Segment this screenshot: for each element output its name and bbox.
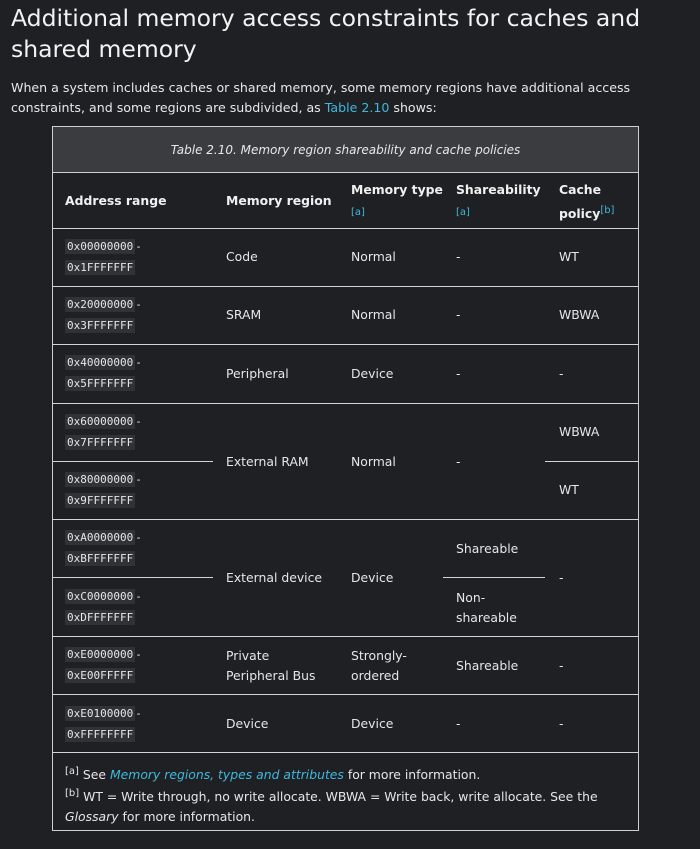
cache-policy-cell: WT: [559, 482, 579, 497]
address-range: 0xC0000000 - 0xDFFFFFFF: [67, 590, 142, 624]
header-policy-label: policy: [559, 206, 601, 222]
address-end: 0xDFFFFFFF: [67, 611, 134, 624]
memory-type-line-1: Strongly-: [351, 648, 407, 663]
memory-region-cell: Device: [226, 716, 269, 731]
memory-regions-link[interactable]: Memory regions, types and attributes: [109, 767, 344, 783]
footnote-mark-b: [b]: [65, 788, 80, 799]
address-start: 0xE0100000: [67, 707, 134, 720]
footnote-a: [65, 762, 625, 785]
memory-type-cell: [351, 646, 407, 685]
cache-policy-cell: -: [559, 658, 564, 673]
divider: [53, 461, 213, 462]
header-memory-region: Memory region: [226, 193, 332, 208]
memory-region-cell: Peripheral: [226, 366, 289, 381]
header-cache-policy: [559, 179, 614, 224]
address-start: 0x40000000: [67, 356, 134, 369]
divider: [53, 694, 638, 695]
cache-policy-cell: WT: [559, 249, 579, 264]
address-range: 0x80000000 - 0x9FFFFFFF: [67, 473, 142, 507]
memory-region-cell: Code: [226, 249, 258, 264]
cache-policy-cell: -: [559, 366, 564, 381]
divider: [53, 519, 638, 520]
address-end: 0xE00FFFFF: [67, 669, 134, 682]
address-range: 0xE0100000 - 0xFFFFFFFF: [67, 707, 142, 741]
address-end: 0x1FFFFFFF: [67, 261, 134, 274]
divider: [53, 403, 638, 404]
memory-type-cell: Device: [351, 570, 394, 585]
address-end: 0x3FFFFFFF: [67, 319, 134, 332]
shareability-cell: -: [456, 454, 461, 469]
memory-region-cell: [226, 646, 315, 685]
memory-region-table: [52, 126, 639, 831]
footnote-mark-a: [a]: [65, 766, 79, 777]
glossary-term: Glossary: [65, 809, 119, 825]
divider: [53, 286, 638, 287]
page: [0, 0, 700, 117]
address-end: 0x7FFFFFFF: [67, 436, 134, 449]
header-memory-type-label: Memory type: [351, 182, 443, 197]
shareability-line-1: Non-: [456, 590, 486, 605]
address-end: 0x5FFFFFFF: [67, 377, 134, 390]
page-title: Additional memory access constraints for caches and shared memory: [11, 4, 641, 63]
footnote-ref-b[interactable]: [b]: [600, 205, 615, 216]
table-link[interactable]: Table 2.10: [324, 99, 390, 115]
shareability-cell: -: [456, 249, 461, 264]
address-range: 0x00000000 - 0x1FFFFFFF: [67, 240, 142, 274]
intro-paragraph: [11, 78, 691, 117]
memory-type-cell: Normal: [351, 307, 396, 322]
address-start: 0x80000000: [67, 473, 134, 486]
shareability-cell: -: [456, 307, 461, 322]
address-start: 0xE0000000: [67, 648, 134, 661]
address-start: 0x60000000: [67, 415, 134, 428]
cache-policy-cell: WBWA: [559, 307, 600, 322]
address-range: 0x40000000 - 0x5FFFFFFF: [67, 356, 142, 390]
footnote-ref-a[interactable]: [a]: [456, 207, 470, 218]
header-shareability: [456, 179, 541, 223]
divider: [53, 752, 638, 753]
footnote-b-text: WT = Write through, no write allocate. WBWA = Write back, write allocate. See the: [79, 789, 598, 805]
divider: [53, 577, 213, 578]
footnote-ref-a[interactable]: [a]: [351, 207, 365, 218]
shareability-cell: -: [456, 366, 461, 381]
address-range: 0x20000000 - 0x3FFFFFFF: [67, 298, 142, 332]
footnote-b: [65, 784, 625, 827]
footnote-a-text: See: [78, 767, 110, 783]
memory-type-line-2: ordered: [351, 667, 400, 683]
address-start: 0xC0000000: [67, 590, 134, 603]
header-address-range: Address range: [65, 193, 167, 208]
memory-type-cell: Normal: [351, 454, 396, 469]
memory-type-cell: Device: [351, 366, 394, 381]
address-start: 0xA0000000: [67, 531, 134, 544]
address-range: 0x60000000 - 0x7FFFFFFF: [67, 415, 142, 449]
footnote-a-tail: for more information.: [343, 767, 481, 783]
cache-policy-cell: WBWA: [559, 424, 600, 439]
table-caption: Table 2.10. Memory region shareability and cache policies: [53, 127, 638, 173]
divider: [53, 228, 638, 229]
header-shareability-label: Shareability: [456, 182, 541, 197]
memory-region-cell: External device: [226, 570, 323, 585]
memory-type-cell: Normal: [351, 249, 396, 264]
shareability-cell: [456, 588, 517, 627]
address-end: 0xBFFFFFFF: [67, 552, 134, 565]
shareability-cell: Shareable: [456, 541, 519, 556]
address-end: 0x9FFFFFFF: [67, 494, 134, 507]
divider: [443, 577, 545, 578]
memory-region-line-2: Peripheral Bus: [226, 667, 316, 683]
header-memory-type: [351, 179, 443, 223]
divider: [545, 461, 638, 462]
cache-policy-cell: -: [559, 570, 564, 585]
cache-policy-cell: -: [559, 716, 564, 731]
address-range: 0xE0000000 - 0xE00FFFFF: [67, 648, 142, 682]
shareability-cell: -: [456, 716, 461, 731]
address-start: 0x20000000: [67, 298, 134, 311]
memory-region-cell: SRAM: [226, 307, 262, 322]
memory-region-line-1: Private: [226, 648, 270, 663]
divider: [53, 344, 638, 345]
shareability-cell: Shareable: [456, 658, 519, 673]
header-cache-label: Cache: [559, 182, 602, 197]
memory-type-cell: Device: [351, 716, 394, 731]
shareability-line-2: shareable: [456, 609, 517, 625]
divider: [53, 636, 638, 637]
footnote-b-tail: for more information.: [118, 809, 255, 825]
address-range: 0xA0000000 - 0xBFFFFFFF: [67, 531, 142, 565]
intro-text: When a system includes caches or shared memory, some memory regions have additional access constraints, and some regions are subdivided, as: [11, 80, 631, 115]
address-start: 0x00000000: [67, 240, 134, 253]
address-end: 0xFFFFFFFF: [67, 728, 134, 741]
intro-text-end: shows:: [389, 99, 437, 115]
memory-region-cell: External RAM: [226, 454, 309, 469]
